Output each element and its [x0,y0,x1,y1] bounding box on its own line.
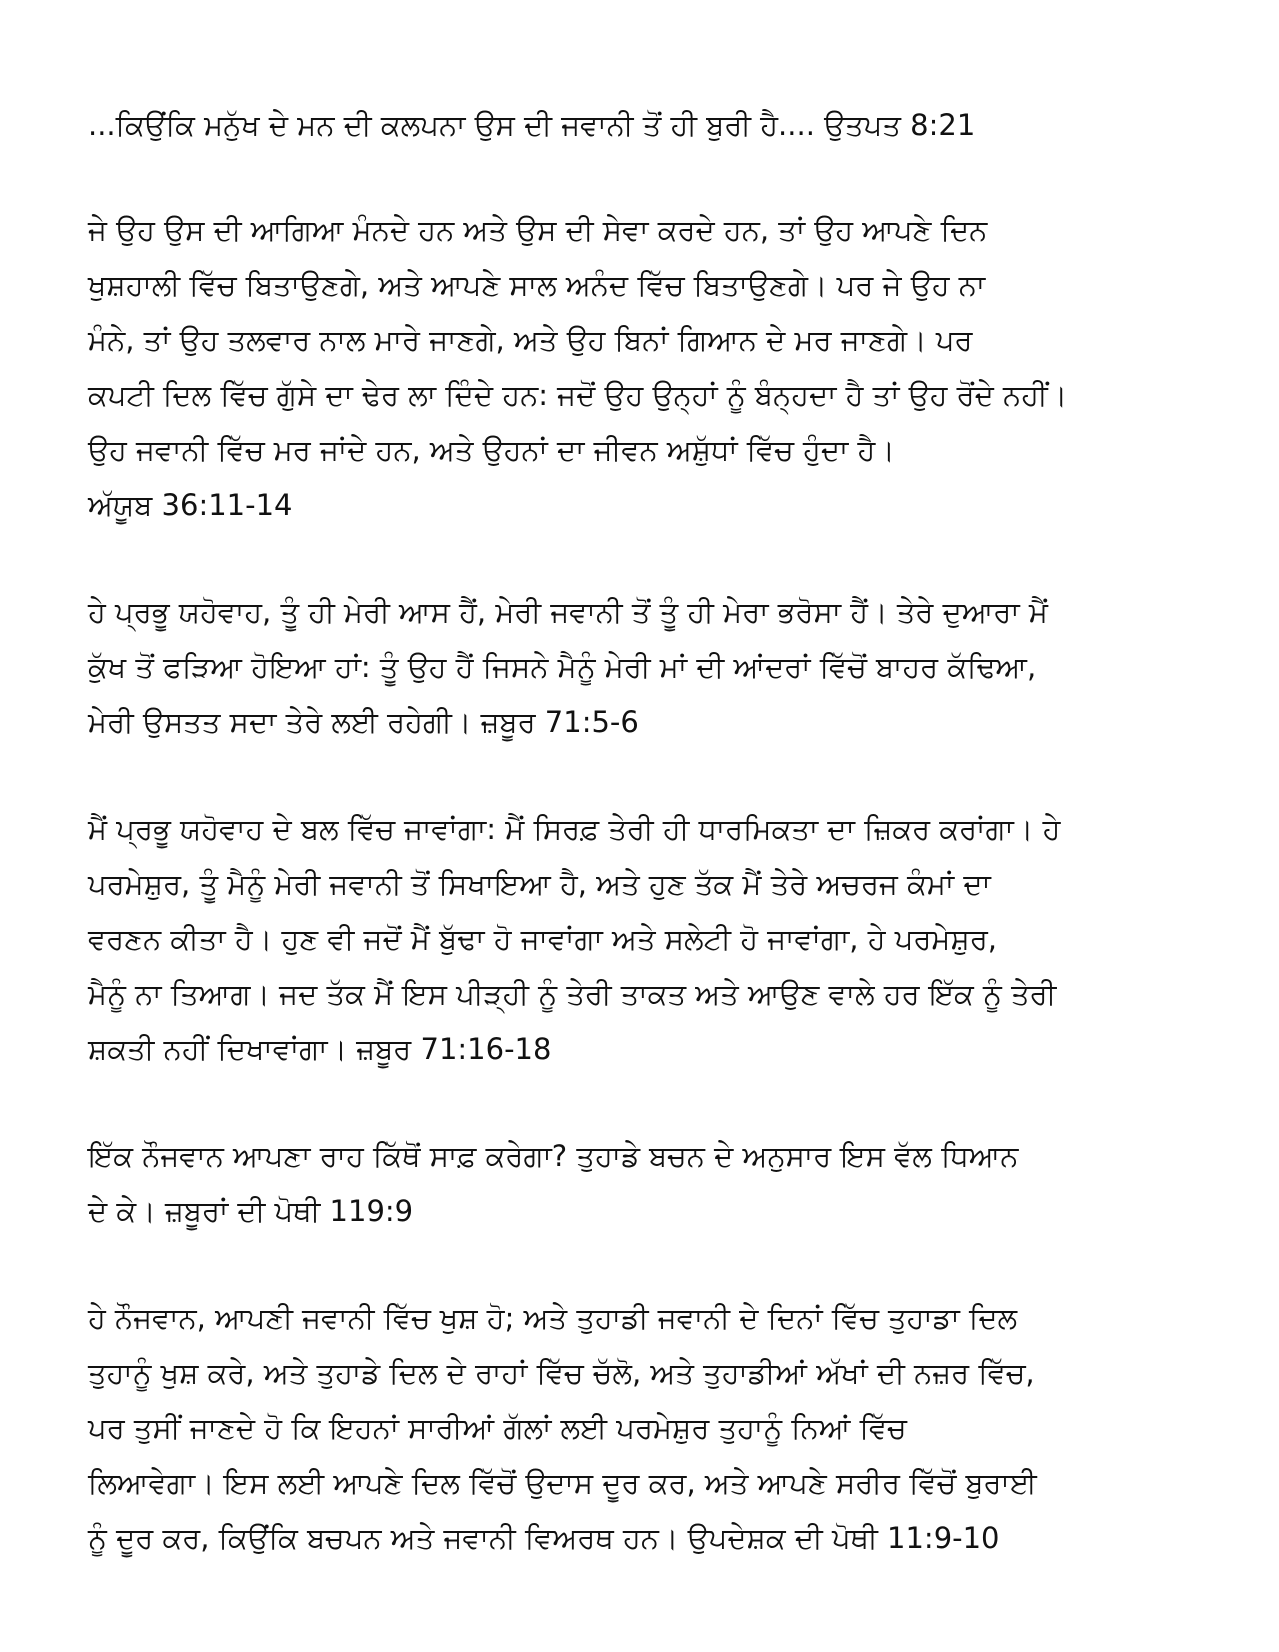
text-line: ਮੇਰੀ ਉਸਤਤ ਸਦਾ ਤੇਰੇ ਲਈ ਰਹੇਗੀ। ਜ਼ਬੂਰ 71:5-6 [88,705,639,739]
text-line: ਹੇ ਨੌਜਵਾਨ, ਆਪਣੀ ਜਵਾਨੀ ਵਿੱਚ ਖੁਸ਼ ਹੋ; ਅਤੇ ਤੁਹਾਡੀ ਜਵਾਨੀ ਦੇ ਦਿਨਾਂ ਵਿੱਚ ਤੁਹਾਡਾ ਦਿਲ [88,1301,1018,1335]
text-line: ਤੁਹਾਨੂੰ ਖੁਸ਼ ਕਰੇ, ਅਤੇ ਤੁਹਾਡੇ ਦਿਲ ਦੇ ਰਾਹਾਂ ਵਿੱਚ ਚੱਲੋ, ਅਤੇ ਤੁਹਾਡੀਆਂ ਅੱਖਾਂ ਦੀ ਨਜ਼ਰ ਵਿੱਚ, [88,1356,1035,1390]
text-line: ਮੈਂ ਪ੍ਰਭੂ ਯਹੋਵਾਹ ਦੇ ਬਲ ਵਿੱਚ ਜਾਵਾਂਗਾ: ਮੈਂ ਸਿਰਫ਼ ਤੇਰੀ ਹੀ ਧਾਰਮਿਕਤਾ ਦਾ ਜ਼ਿਕਰ ਕਰਾਂਗਾ। ਹੇ [88,812,1061,846]
text-line: ਜੇ ਉਹ ਉਸ ਦੀ ਆਗਿਆ ਮੰਨਦੇ ਹਨ ਅਤੇ ਉਸ ਦੀ ਸੇਵਾ ਕਰਦੇ ਹਨ, ਤਾਂ ਉਹ ਆਪਣੇ ਦਿਨ [88,213,988,247]
text-line: ਨੂੰ ਦੂਰ ਕਰ, ਕਿਉਂਕਿ ਬਚਪਨ ਅਤੇ ਜਵਾਨੀ ਵਿਅਰਥ ਹਨ। ਉਪਦੇਸ਼ਕ ਦੀ ਪੋਥੀ 11:9-10 [88,1521,1000,1555]
text-line: ਖੁਸ਼ਹਾਲੀ ਵਿੱਚ ਬਿਤਾਉਣਗੇ, ਅਤੇ ਆਪਣੇ ਸਾਲ ਅਨੰਦ ਵਿੱਚ ਬਿਤਾਉਣਗੇ। ਪਰ ਜੇ ਉਹ ਨਾ [88,268,986,302]
text-line: ਵਰਣਨ ਕੀਤਾ ਹੈ। ਹੁਣ ਵੀ ਜਦੋਂ ਮੈਂ ਬੁੱਢਾ ਹੋ ਜਾਵਾਂਗਾ ਅਤੇ ਸਲੇਟੀ ਹੋ ਜਾਵਾਂਗਾ, ਹੇ ਪਰਮੇਸ਼ੁਰ, [88,922,998,956]
passage-psalm-119 [88,1129,1199,1239]
text-line: ਪਰ ਤੁਸੀਂ ਜਾਣਦੇ ਹੋ ਕਿ ਇਹਨਾਂ ਸਾਰੀਆਂ ਗੱਲਾਂ ਲਈ ਪਰਮੇਸ਼ੁਰ ਤੁਹਾਨੂੰ ਨਿਆਂ ਵਿੱਚ [88,1411,907,1445]
passage-psalm-71-16 [88,802,1199,1077]
text-line: ਕਪਟੀ ਦਿਲ ਵਿੱਚ ਗੁੱਸੇ ਦਾ ਢੇਰ ਲਾ ਦਿੰਦੇ ਹਨ: ਜਦੋਂ ਉਹ ਉਨ੍ਹਾਂ ਨੂੰ ਬੰਨ੍ਹਦਾ ਹੈ ਤਾਂ ਉਹ ਰੋਂਦੇ ਨਹੀਂ। [88,378,1068,412]
text-line: ਹੇ ਪ੍ਰਭੂ ਯਹੋਵਾਹ, ਤੂੰ ਹੀ ਮੇਰੀ ਆਸ ਹੈਂ, ਮੇਰੀ ਜਵਾਨੀ ਤੋਂ ਤੂੰ ਹੀ ਮੇਰਾ ਭਰੋਸਾ ਹੈਂ। ਤੇਰੇ ਦੁਆਰਾ ਮੈਂ [88,595,1048,629]
text-line: ਕੁੱਖ ਤੋਂ ਫੜਿਆ ਹੋਇਆ ਹਾਂ: ਤੂੰ ਉਹ ਹੈਂ ਜਿਸਨੇ ਮੈਨੂੰ ਮੇਰੀ ਮਾਂ ਦੀ ਆਂਦਰਾਂ ਵਿੱਚੋਂ ਬਾਹਰ ਕੱਢਿਆ, [88,650,1037,684]
verse-reference: ਅੱਯੂਬ 36:11-14 [88,488,293,522]
passage-ecclesiastes [88,1291,1199,1566]
text-line: ਲਿਆਵੇਗਾ। ਇਸ ਲਈ ਆਪਣੇ ਦਿਲ ਵਿੱਚੋਂ ਉਦਾਸ ਦੂਰ ਕਰ, ਅਤੇ ਆਪਣੇ ਸਰੀਰ ਵਿੱਚੋਂ ਬੁਰਾਈ [88,1466,1037,1500]
text-line: ਸ਼ਕਤੀ ਨਹੀਂ ਦਿਖਾਵਾਂਗਾ। ਜ਼ਬੂਰ 71:16-18 [88,1032,552,1066]
text-line: ਪਰਮੇਸ਼ੁਰ, ਤੂੰ ਮੈਨੂੰ ਮੇਰੀ ਜਵਾਨੀ ਤੋਂ ਸਿਖਾਇਆ ਹੈ, ਅਤੇ ਹੁਣ ਤੱਕ ਮੈਂ ਤੇਰੇ ਅਚਰਜ ਕੰਮਾਂ ਦਾ [88,867,991,901]
text-line: ਇੱਕ ਨੌਜਵਾਨ ਆਪਣਾ ਰਾਹ ਕਿੱਥੋਂ ਸਾਫ਼ ਕਰੇਗਾ? ਤੁਹਾਡੇ ਬਚਨ ਦੇ ਅਨੁਸਾਰ ਇਸ ਵੱਲ ਧਿਆਨ [88,1139,1019,1173]
text-line: ਉਹ ਜਵਾਨੀ ਵਿੱਚ ਮਰ ਜਾਂਦੇ ਹਨ, ਅਤੇ ਉਹਨਾਂ ਦਾ ਜੀਵਨ ਅਸ਼ੁੱਧਾਂ ਵਿੱਚ ਹੁੰਦਾ ਹੈ। [88,433,895,467]
text-line: ...ਕਿਉਂਕਿ ਮਨੁੱਖ ਦੇ ਮਨ ਦੀ ਕਲਪਨਾ ਉਸ ਦੀ ਜਵਾਨੀ ਤੋਂ ਹੀ ਬੁਰੀ ਹੈ.... ਉਤਪਤ 8:21 [88,108,976,142]
passage-job [88,203,1199,533]
text-line: ਦੇ ਕੇ। ਜ਼ਬੂਰਾਂ ਦੀ ਪੋਥੀ 119:9 [88,1194,414,1228]
passage-genesis [88,98,1199,153]
text-line: ਮੰਨੇ, ਤਾਂ ਉਹ ਤਲਵਾਰ ਨਾਲ ਮਾਰੇ ਜਾਣਗੇ, ਅਤੇ ਉਹ ਬਿਨਾਂ ਗਿਆਨ ਦੇ ਮਰ ਜਾਣਗੇ। ਪਰ [88,323,973,357]
passage-psalm-71-5 [88,585,1199,750]
text-line: ਮੈਨੂੰ ਨਾ ਤਿਆਗ। ਜਦ ਤੱਕ ਮੈਂ ਇਸ ਪੀੜ੍ਹੀ ਨੂੰ ਤੇਰੀ ਤਾਕਤ ਅਤੇ ਆਉਣ ਵਾਲੇ ਹਰ ਇੱਕ ਨੂੰ ਤੇਰੀ [88,977,1057,1011]
